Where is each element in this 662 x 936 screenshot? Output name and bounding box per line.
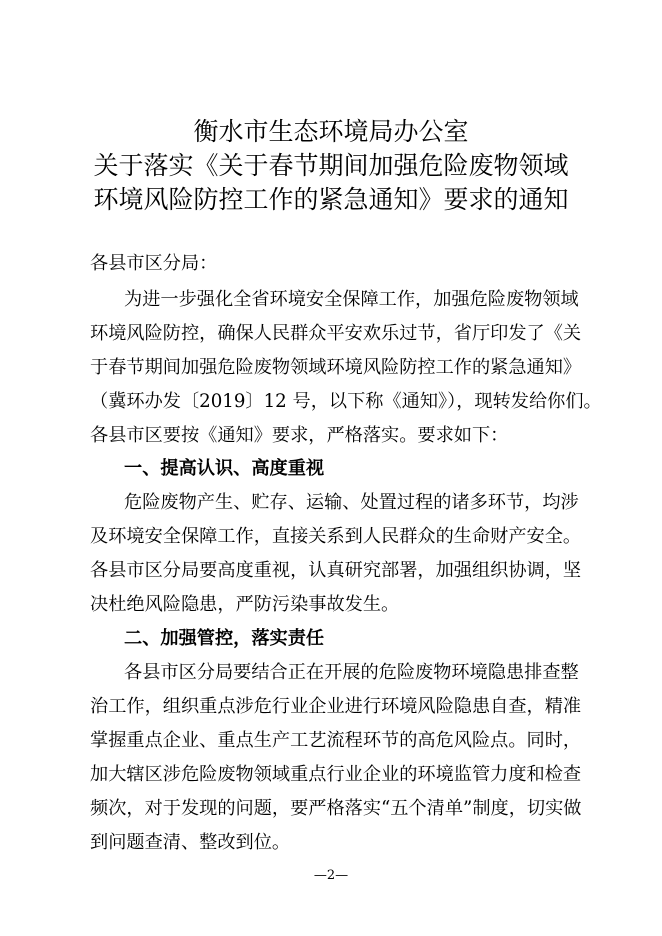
salutation: 各县市区分局： <box>90 253 218 274</box>
section-1-line-3: 各县市区分局要高度重视，认真研究部署，加强组织协调，坚 <box>90 560 582 581</box>
intro-line-2: 环境风险防控，确保人民群众平安欢乐过节，省厅印发了《关 <box>90 323 582 344</box>
title-line-2: 关于落实《关于春节期间加强危险废物领域 <box>93 151 569 180</box>
intro-line-3: 于春节期间加强危险废物领域环境风险防控工作的紧急通知》 <box>90 357 582 378</box>
section-2-line-1: 各县市区分局要结合正在开展的危险废物环境隐患排查整 <box>124 662 579 683</box>
section-1-line-1: 危险废物产生、贮存、运输、处置过程的诸多环节，均涉 <box>124 492 579 513</box>
intro-line-4: （冀环办发〔2019〕12 号，以下称《通知》），现转发给你们。 <box>90 391 602 412</box>
intro-line-5: 各县市区要按《通知》要求，严格落实。要求如下： <box>90 425 509 446</box>
title-line-3: 环境风险防控工作的紧急通知》要求的通知 <box>93 185 569 214</box>
section-1-line-2: 及环境安全保障工作，直接关系到人民群众的生命财产安全。 <box>90 526 582 547</box>
section-2-line-2: 治工作，组织重点涉危行业企业进行环境风险隐患自查，精准 <box>90 696 582 717</box>
section-2-line-6: 到问题查清、整改到位。 <box>90 832 291 853</box>
intro-line-1: 为进一步强化全省环境安全保障工作，加强危险废物领域 <box>124 289 579 310</box>
section-2-line-5: 频次，对于发现的问题，要严格落实“五个清单”制度，切实做 <box>90 798 582 819</box>
section-1-heading: 一、提高认识、高度重视 <box>124 458 325 479</box>
section-2-line-3: 掌握重点企业、重点生产工艺流程环节的高危风险点。同时， <box>90 730 582 751</box>
section-2-heading: 二、加强管控，落实责任 <box>124 628 325 649</box>
title-line-1: 衡水市生态环境局办公室 <box>193 117 469 146</box>
section-2-line-4: 加大辖区涉危险废物领域重点行业企业的环境监管力度和检查 <box>90 764 582 785</box>
page-number: —2— <box>313 868 349 883</box>
section-1-line-4: 决杜绝风险隐患，严防污染事故发生。 <box>90 594 400 615</box>
